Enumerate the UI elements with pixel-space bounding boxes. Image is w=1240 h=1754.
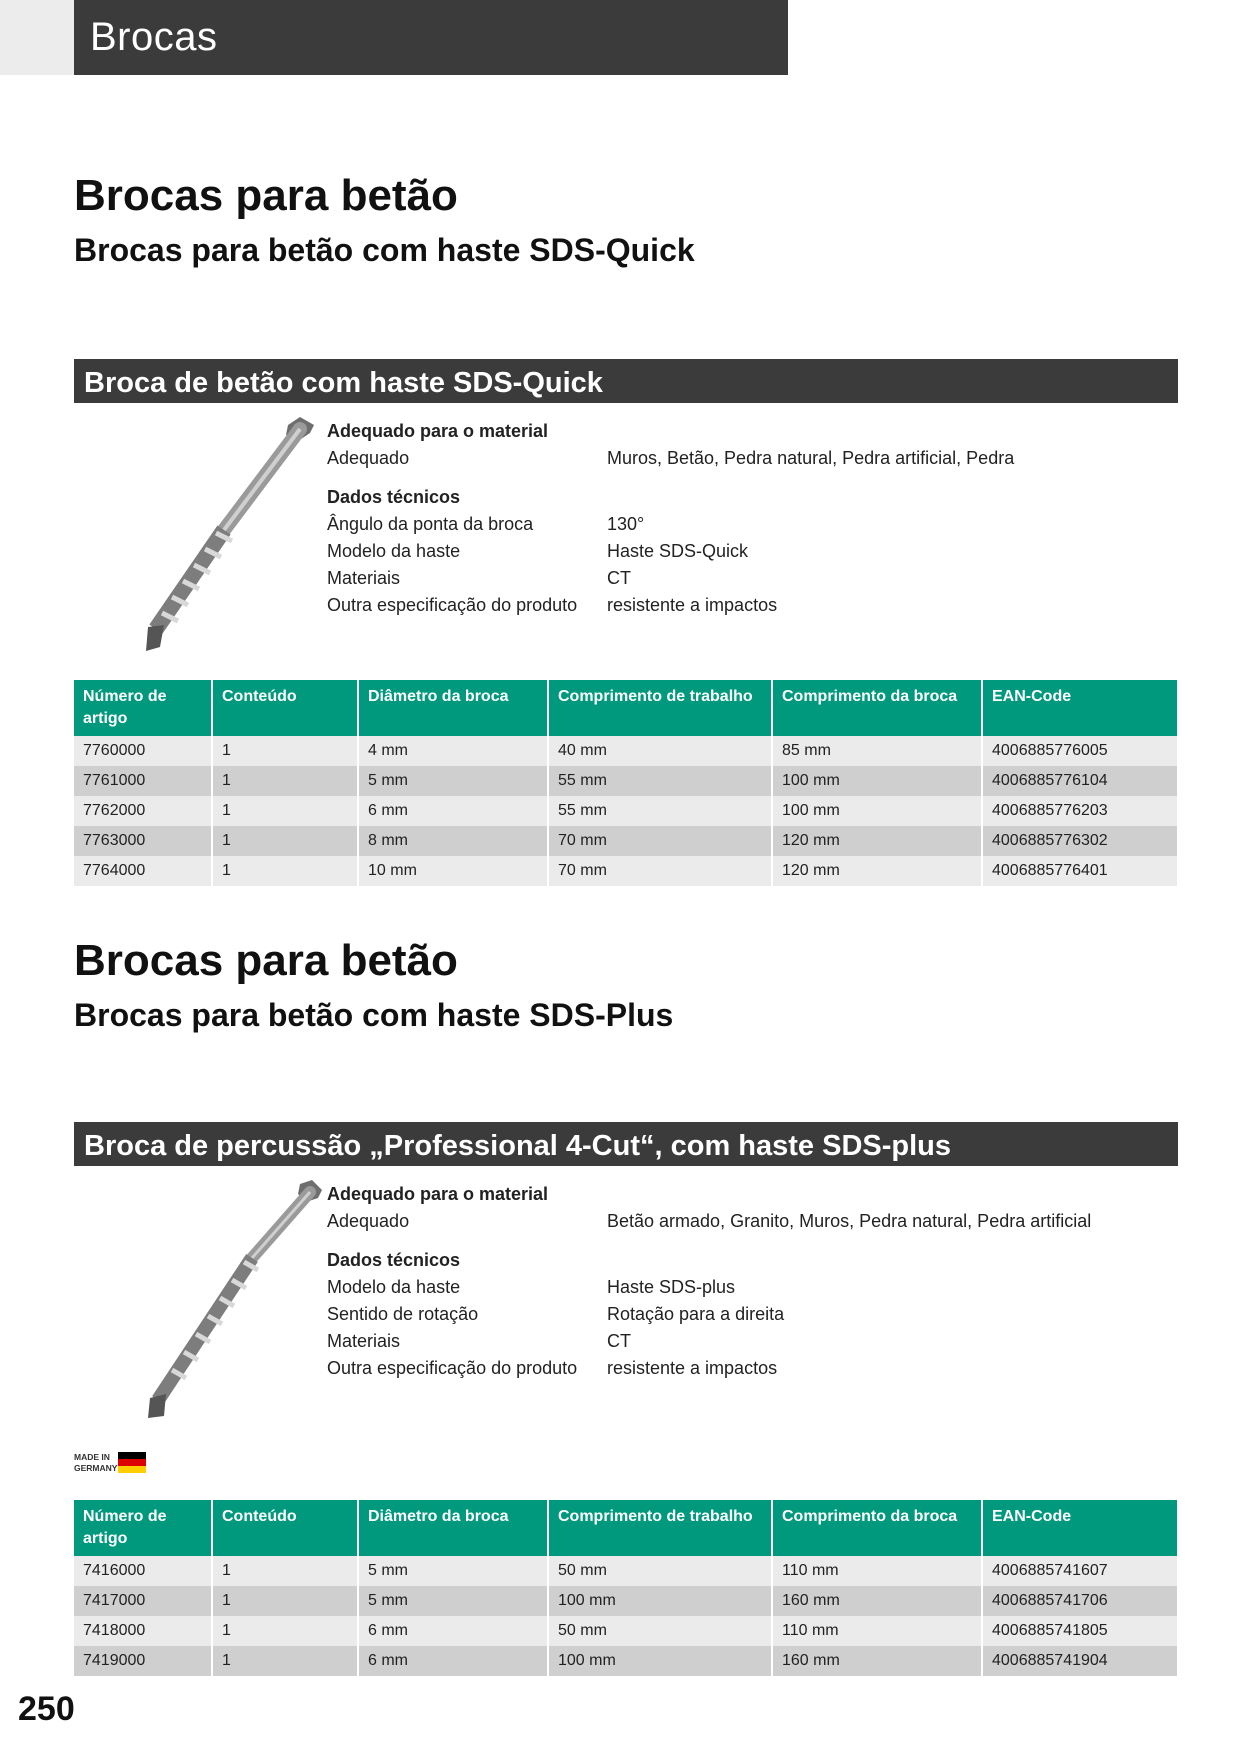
drill-bit-image [74, 1180, 324, 1420]
table-cell: 100 mm [772, 796, 982, 826]
material-row [327, 445, 1147, 472]
spec-row [327, 1328, 1147, 1355]
table-cell: 4006885741706 [982, 1586, 1178, 1616]
chapter-title: Brocas [90, 15, 218, 59]
spec-row [327, 1274, 1147, 1301]
table-header-row [74, 1500, 1178, 1556]
spec-row [327, 1301, 1147, 1328]
column-header: Comprimento da broca [772, 1500, 982, 1556]
table-cell: 160 mm [772, 1646, 982, 1676]
spec-value: CT [607, 1331, 631, 1351]
table-cell: 120 mm [772, 826, 982, 856]
spec-label: Sentido de rotação [327, 1304, 479, 1324]
spec-row [327, 511, 1147, 538]
table-cell: 40 mm [548, 736, 772, 766]
column-header: Comprimento da broca [772, 680, 982, 736]
spec-value: Haste SDS-Quick [607, 541, 749, 561]
column-header: EAN-Code [982, 680, 1178, 736]
table-cell: 8 mm [358, 826, 548, 856]
table-cell: 7416000 [74, 1556, 212, 1586]
chapter-header [74, 0, 788, 75]
material-value: Muros, Betão, Pedra natural, Pedra artificial, Pedra [607, 448, 1015, 468]
table-cell: 70 mm [548, 826, 772, 856]
table-cell: 100 mm [548, 1586, 772, 1616]
spec-row [327, 565, 1147, 592]
spec-block [327, 418, 1147, 619]
table-cell: 7762000 [74, 796, 212, 826]
page-number: 250 [18, 1690, 75, 1728]
spec-value: Rotação para a direita [607, 1304, 785, 1324]
product-title-bar [74, 359, 1178, 403]
section-sds-plus [74, 935, 1178, 1035]
table-cell: 5 mm [358, 1556, 548, 1586]
table-cell: 4006885776104 [982, 766, 1178, 796]
table-cell: 1 [212, 856, 358, 886]
spec-row [327, 1355, 1147, 1382]
table-cell: 1 [212, 766, 358, 796]
table-cell: 1 [212, 1556, 358, 1586]
tech-heading: Dados técnicos [327, 1250, 461, 1270]
spec-block [327, 1181, 1147, 1382]
table-row [74, 796, 1178, 826]
column-header: Conteúdo [212, 1500, 358, 1556]
spec-label: Modelo da haste [327, 541, 461, 561]
table-row [74, 1556, 1178, 1586]
table-cell: 4006885776005 [982, 736, 1178, 766]
table-cell: 5 mm [358, 766, 548, 796]
section-title: Brocas para betão [74, 171, 458, 220]
product-name: Broca de betão com haste SDS-Quick [84, 367, 603, 399]
column-header: Comprimento de trabalho [548, 680, 772, 736]
table-cell: 6 mm [358, 796, 548, 826]
table-cell: 1 [212, 796, 358, 826]
spec-label: Materiais [327, 1331, 401, 1351]
table-cell: 70 mm [548, 856, 772, 886]
section-subtitle: Brocas para betão com haste SDS-Plus [74, 997, 674, 1033]
spec-label: Modelo da haste [327, 1277, 461, 1297]
table-cell: 50 mm [548, 1556, 772, 1586]
table-cell: 1 [212, 1616, 358, 1646]
spec-row [327, 592, 1147, 619]
material-heading: Adequado para o material [327, 1184, 549, 1204]
table-cell: 110 mm [772, 1556, 982, 1586]
table-row [74, 1646, 1178, 1676]
spec-label: Outra especificação do produto [327, 1358, 578, 1378]
table-cell: 6 mm [358, 1616, 548, 1646]
table-cell: 1 [212, 1646, 358, 1676]
material-value: Betão armado, Granito, Muros, Pedra natural, Pedra artificial [607, 1211, 1092, 1231]
column-header: Número de artigo [74, 680, 212, 736]
table-cell: 7764000 [74, 856, 212, 886]
badge-line1: MADE IN [74, 1452, 110, 1462]
material-label: Adequado [327, 448, 410, 468]
article-table [74, 680, 1179, 886]
corner-block [0, 0, 74, 75]
spec-value: CT [607, 568, 631, 588]
table-row [74, 1616, 1178, 1646]
table-cell: 6 mm [358, 1646, 548, 1676]
tech-heading: Dados técnicos [327, 487, 461, 507]
table-row [74, 766, 1178, 796]
section-sds-quick [74, 170, 1178, 270]
table-cell: 55 mm [548, 796, 772, 826]
drill-bit-image [74, 415, 324, 655]
spec-label: Materiais [327, 568, 401, 588]
spec-value: Haste SDS-plus [607, 1277, 736, 1297]
table-cell: 4006885776401 [982, 856, 1178, 886]
table-cell: 4006885741805 [982, 1616, 1178, 1646]
table-cell: 120 mm [772, 856, 982, 886]
spec-value: 130° [607, 514, 645, 534]
table-cell: 7417000 [74, 1586, 212, 1616]
column-header: EAN-Code [982, 1500, 1178, 1556]
table-row [74, 736, 1178, 766]
column-header: Diâmetro da broca [358, 1500, 548, 1556]
column-header: Conteúdo [212, 680, 358, 736]
column-header: Número de artigo [74, 1500, 212, 1556]
spec-label: Ângulo da ponta da broca [327, 514, 534, 534]
table-cell: 1 [212, 1586, 358, 1616]
material-label: Adequado [327, 1211, 410, 1231]
table-row [74, 826, 1178, 856]
section-subtitle: Brocas para betão com haste SDS-Quick [74, 232, 695, 268]
table-cell: 7760000 [74, 736, 212, 766]
table-cell: 50 mm [548, 1616, 772, 1646]
table-cell: 85 mm [772, 736, 982, 766]
spec-label: Outra especificação do produto [327, 595, 578, 615]
made-in-germany-badge [74, 1450, 154, 1476]
badge-line2: GERMANY [74, 1463, 118, 1473]
spec-value: resistente a impactos [607, 595, 778, 615]
table-cell: 7419000 [74, 1646, 212, 1676]
table-cell: 1 [212, 736, 358, 766]
material-row [327, 1208, 1147, 1235]
table-cell: 4006885741607 [982, 1556, 1178, 1586]
table-cell: 7763000 [74, 826, 212, 856]
table-cell: 160 mm [772, 1586, 982, 1616]
table-cell: 100 mm [772, 766, 982, 796]
table-cell: 5 mm [358, 1586, 548, 1616]
table-header-row [74, 680, 1178, 736]
table-cell: 4006885741904 [982, 1646, 1178, 1676]
table-cell: 7761000 [74, 766, 212, 796]
product-name: Broca de percussão „Professional 4-Cut“, com haste SDS-plus [84, 1130, 952, 1162]
article-table [74, 1500, 1179, 1676]
column-header: Comprimento de trabalho [548, 1500, 772, 1556]
table-cell: 110 mm [772, 1616, 982, 1646]
table-row [74, 856, 1178, 886]
table-row [74, 1586, 1178, 1616]
german-flag-icon [118, 1452, 146, 1473]
table-cell: 1 [212, 826, 358, 856]
table-cell: 10 mm [358, 856, 548, 886]
table-cell: 4006885776302 [982, 826, 1178, 856]
material-heading: Adequado para o material [327, 421, 549, 441]
spec-row [327, 538, 1147, 565]
product-title-bar [74, 1122, 1178, 1166]
table-cell: 100 mm [548, 1646, 772, 1676]
table-cell: 4006885776203 [982, 796, 1178, 826]
table-cell: 55 mm [548, 766, 772, 796]
spec-value: resistente a impactos [607, 1358, 778, 1378]
table-cell: 4 mm [358, 736, 548, 766]
table-cell: 7418000 [74, 1616, 212, 1646]
section-title: Brocas para betão [74, 936, 458, 985]
column-header: Diâmetro da broca [358, 680, 548, 736]
